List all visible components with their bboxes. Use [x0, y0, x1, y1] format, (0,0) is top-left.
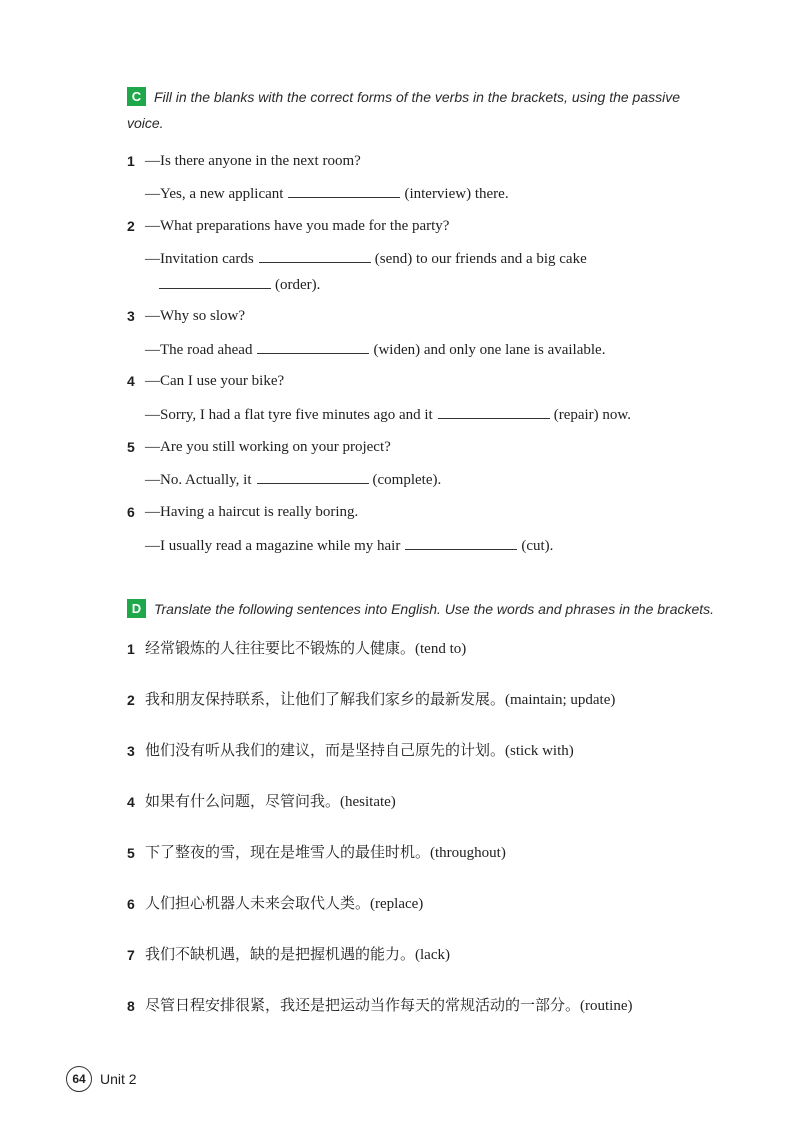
translation-prompt: 他们没有听从我们的建议，而是坚持自己原先的计划。(stick with): [145, 743, 574, 759]
c-item-6-answer: [145, 535, 553, 556]
section-c-instruction-line2: voice.: [127, 115, 164, 131]
answer-suffix: (order).: [275, 277, 321, 293]
c-item-1-answer: [145, 183, 509, 204]
translation-prompt: 尽管日程安排很紧，我还是把运动当作每天的常规活动的一部分。(routine): [145, 998, 633, 1014]
answer-suffix: (cut).: [521, 538, 554, 554]
item-number: 3: [127, 743, 135, 759]
translation-prompt: 经常锻炼的人往往要比不锻炼的人健康。(tend to): [145, 641, 467, 657]
section-c-instruction: [127, 84, 707, 136]
translation-prompt: 下了整夜的雪，现在是堆雪人的最佳时机。(throughout): [145, 845, 506, 861]
question-text: —Having a haircut is really boring.: [145, 504, 359, 520]
answer-suffix: (complete).: [372, 472, 442, 488]
translation-prompt: 如果有什么问题，尽管问我。(hesitate): [145, 794, 396, 810]
c-item-4-answer: [145, 404, 631, 425]
item-number: 2: [127, 692, 135, 708]
answer-prefix: —Sorry, I had a flat tyre five minutes ago and it: [145, 407, 433, 423]
unit-label: Unit 2: [100, 1071, 137, 1087]
answer-blank[interactable]: [257, 339, 369, 354]
answer-blank[interactable]: [259, 248, 371, 263]
translation-prompt: 我们不缺机遇，缺的是把握机遇的能力。(lack): [145, 947, 450, 963]
answer-prefix: —Yes, a new applicant: [145, 186, 284, 202]
answer-prefix: —The road ahead: [145, 342, 253, 358]
item-number: 4: [127, 794, 135, 810]
translation-prompt: 我和朋友保持联系，让他们了解我们家乡的最新发展。(maintain; update): [145, 692, 616, 708]
question-text: —What preparations have you made for the party?: [145, 218, 450, 234]
answer-blank[interactable]: [257, 469, 369, 484]
answer-prefix: —I usually read a magazine while my hair: [145, 538, 401, 554]
section-d-badge: D: [127, 599, 146, 618]
item-number: 5: [127, 439, 135, 455]
item-number: 3: [127, 308, 135, 324]
question-text: —Is there anyone in the next room?: [145, 153, 361, 169]
section-c-badge: C: [127, 87, 146, 106]
answer-suffix: (repair) now.: [553, 407, 632, 423]
question-text: —Are you still working on your project?: [145, 439, 391, 455]
item-number: 5: [127, 845, 135, 861]
item-number: 6: [127, 896, 135, 912]
item-number: 4: [127, 373, 135, 389]
answer-suffix: (widen) and only one lane is available.: [373, 342, 606, 358]
item-number: 8: [127, 998, 135, 1014]
item-number: 6: [127, 504, 135, 520]
item-number: 1: [127, 641, 135, 657]
answer-blank[interactable]: [438, 404, 550, 419]
answer-blank[interactable]: [288, 183, 400, 198]
answer-suffix: (send) to our friends and a big cake: [374, 251, 587, 267]
c-item-2-answer: [145, 248, 587, 269]
c-item-3-answer: [145, 339, 605, 360]
section-c-instruction-line1: Fill in the blanks with the correct forms of the verbs in the brackets, using the passive: [154, 89, 681, 105]
page-footer: [66, 1066, 137, 1092]
question-text: —Can I use your bike?: [145, 373, 285, 389]
page-number: 64: [66, 1066, 92, 1092]
c-item-2-answer-cont: [154, 274, 320, 295]
c-item-5-answer: [145, 469, 441, 490]
section-d-instruction-text: Translate the following sentences into English. Use the words and phrases in the brackets.: [154, 601, 715, 617]
section-d-instruction: [127, 596, 727, 622]
answer-prefix: —Invitation cards: [145, 251, 254, 267]
question-text: —Why so slow?: [145, 308, 245, 324]
answer-prefix: —No. Actually, it: [145, 472, 252, 488]
answer-suffix: (interview) there.: [404, 186, 509, 202]
item-number: 7: [127, 947, 135, 963]
item-number: 2: [127, 218, 135, 234]
answer-blank[interactable]: [159, 274, 271, 289]
item-number: 1: [127, 153, 135, 169]
answer-blank[interactable]: [405, 535, 517, 550]
translation-prompt: 人们担心机器人未来会取代人类。(replace): [145, 896, 424, 912]
